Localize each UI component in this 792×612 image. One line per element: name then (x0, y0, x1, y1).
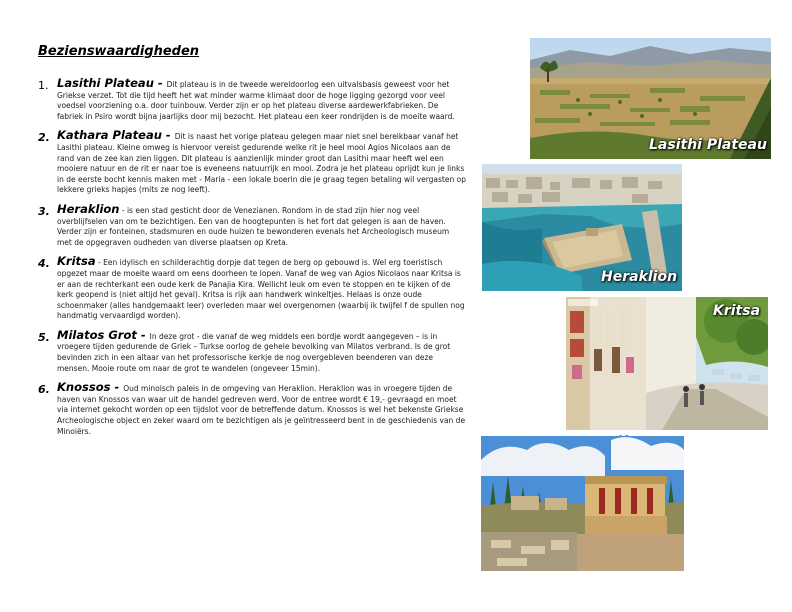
item-description: - Een idylisch en schilderachtig dorpje dat tegen de berg op gebouwd is. Wel erg toeristisch opgezet maar de moeite waard om eens doorheen te lopen. Vanaf de weg van Agios Nicolaos naar Kritsa is er aan de rechterkant een oude kerk de Panajia Kira. Wellicht leuk om even te stoppen en te kijken of de kerk geopend is (niet altijd het geval). Kritsa is rijk aan handwerk winkeltjes. Helaas is onze oude schoenmaker (alles handgemaakt leer) overleden maar wel overgenomen (waarbij ik twijfel f de spullen nog handmatig vervaardigd worden). (57, 258, 465, 321)
list-item-kathara (38, 130, 466, 196)
item-description: Dit is naast het vorige plateau gelegen maar niet snel bereikbaar vanaf het Lasithi plateau. Kleine omweg is hiervoor vereist gedurende welke rit je heel mooi Agios Nicolaos aan de rand van de zee kan zien liggen. Dit plateau is aanzienlijk minder groot dan Lasithi maar heeft wel een mooiere natuur en de rit er naar toe is eveneens natuurrijk en mooi. Zodra je het plateau oprijdt kun je links in de eerste bocht kennis maken met - Maria - een lokale boerin die je graag tegen betaling wil vergasten op lekkere grieks hapjes (mits ze nog leeft). (57, 132, 466, 195)
item-description: Oud minoisch paleis in de omgeving van Heraklion. Heraklion was in vroegere tijden de haven van Knossos van waar uit de handel gedreven werd. Voor de entree wordt € 19,- gevraagd en moet via internet gekocht worden op een tijdslot voor de betreffende datum. Knossos is wel het bekenste Griekse Archeologische object en zeker waard om te bezichtigen als je geïntresseerd bent in de geschiedenis van de Minoiërs. (57, 384, 466, 436)
item-title: Heraklion (57, 201, 120, 216)
lasithi-caption: Lasithi Plateau (649, 137, 767, 153)
item-number: 4. (38, 257, 50, 271)
item-title: Kritsa (57, 254, 96, 269)
item-title: Knossos - (57, 380, 124, 395)
heraklion-caption: Heraklion (601, 269, 678, 285)
item-description: Dit plateau is in de tweede wereldoorlog een uitvalsbasis geweest voor het Griekse verzet. Tot die tijd heeft het wat minder warme klimaat door de hoge ligging gezorgd voor veel voedsel voorziening o.a. door tuinbouw. Verder zijn er op het plateau diverse aardewerkfabrieken. De fabriek in Psiro wordt bijna jaarlijks door mij bezocht. Het plateau een keer rondrijden is de moeite waard. (57, 80, 455, 121)
item-number: 3. (38, 204, 50, 218)
knossos-photo (481, 436, 684, 571)
item-description: - is een stad gesticht door de Venezianen. Rondom in de stad zijn hier nog veel overblijfselen van om te bezichtigen. Een van de hoogtepunten is het fort dat gelegen is aan de haven. Verder zijn er fonteinen, stadsmuren en oude huizen te bewonderen evenals het Archeologisch museum met de opgegraven oudheden van diverse plaatsen op Kreta. (57, 205, 450, 247)
list-item-knossos (38, 382, 466, 437)
item-number: 6. (38, 383, 50, 397)
item-number: 5. (38, 330, 50, 344)
list-item-lasithi (38, 78, 466, 122)
item-title: Milatos Grot - (57, 327, 150, 342)
sights-list (38, 78, 466, 445)
list-item-kritsa (38, 256, 466, 322)
item-title: Lasithi Plateau - (57, 76, 167, 90)
item-description: In deze grot - die vanaf de weg middels een bordje wordt aangegeven – is in vroegere tijden gedurende de Griek – Turkse oorlog de gehele bevolking van Milatos verbrand. Is de grot bevinden zich in een altaar van het professorische kerkje de nog overgebleven beenderen van deze mensen. Mooie route om naar de grot te wandelen (ongeveer 15min). (57, 331, 451, 373)
list-item-milatos (38, 327, 466, 374)
kritsa-caption: Kritsa (713, 303, 761, 319)
item-number: 2. (38, 131, 50, 145)
item-number: 1. (38, 79, 49, 92)
page-heading: Bezienswaardigheden (38, 44, 200, 59)
list-item-heraklion (38, 201, 466, 248)
item-title: Kathara Plateau - (57, 128, 175, 143)
